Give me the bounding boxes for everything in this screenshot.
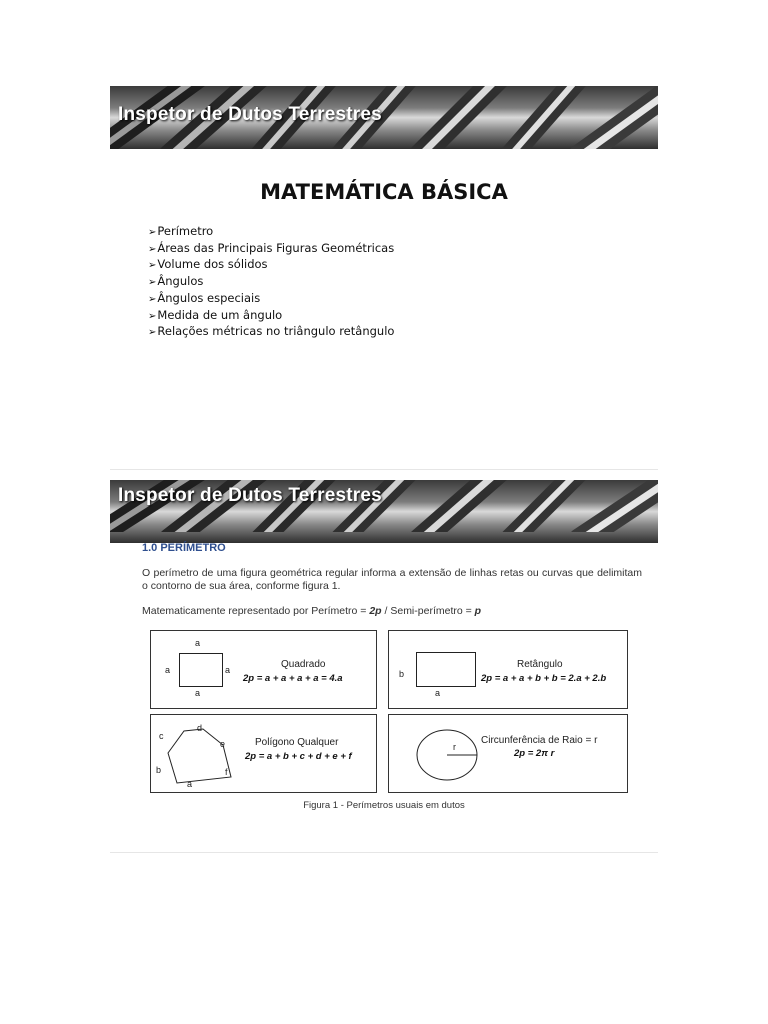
banner-image bbox=[110, 480, 658, 543]
slide-title: MATEMÁTICA BÁSICA bbox=[260, 180, 508, 204]
arrow-bullet-icon: ➢ bbox=[148, 310, 157, 322]
topic-item: ➢Ângulos bbox=[148, 274, 204, 289]
figure-name: Polígono Qualquer bbox=[255, 737, 339, 748]
side-label: a bbox=[435, 688, 441, 698]
rectangle-shape bbox=[416, 652, 476, 687]
square-figure bbox=[150, 630, 377, 709]
figure-formula: 2p = a + b + c + d + e + f bbox=[245, 751, 352, 762]
topic-item: ➢Perímetro bbox=[148, 224, 214, 238]
side-label: d bbox=[197, 723, 203, 733]
slide-1 bbox=[110, 86, 658, 466]
figure-formula: 2p = 2π r bbox=[514, 748, 555, 759]
topic-list bbox=[148, 224, 394, 341]
slide-2 bbox=[110, 480, 658, 850]
arrow-bullet-icon: ➢ bbox=[148, 243, 157, 255]
figure-caption: Figura 1 - Perímetros usuais em dutos bbox=[303, 800, 465, 811]
side-label: e bbox=[220, 739, 226, 749]
arrow-bullet-icon: ➢ bbox=[148, 277, 157, 289]
perimeter-definition: Matematicamente representado por Perímetro = 2p / Semi-perímetro = p bbox=[142, 605, 482, 617]
square-shape bbox=[179, 653, 223, 687]
banner-image bbox=[110, 86, 658, 149]
topic-item: ➢Ângulos especiais bbox=[148, 290, 261, 305]
figure-name: Retângulo bbox=[517, 659, 563, 670]
side-label: c bbox=[159, 731, 164, 741]
side-label: b bbox=[399, 669, 405, 679]
side-label: f bbox=[225, 767, 228, 777]
topic-item: ➢Medida de um ângulo bbox=[148, 307, 283, 322]
side-label: a bbox=[165, 665, 171, 675]
circle-shape bbox=[389, 715, 627, 792]
side-label: a bbox=[187, 779, 193, 789]
page-divider bbox=[110, 852, 658, 853]
figure-formula: 2p = a + a + b + b = 2.a + 2.b bbox=[481, 673, 607, 684]
page-divider bbox=[110, 469, 658, 470]
side-label: a bbox=[225, 665, 231, 675]
banner-title: Inspetor de Dutos Terrestres bbox=[118, 104, 382, 125]
side-label: b bbox=[156, 765, 162, 775]
arrow-bullet-icon: ➢ bbox=[148, 293, 157, 305]
topic-item: ➢Volume dos sólidos bbox=[148, 257, 268, 272]
arrow-bullet-icon: ➢ bbox=[148, 227, 157, 238]
figure-name: Circunferência de Raio = r bbox=[481, 735, 598, 746]
body-paragraph: O perímetro de uma figura geométrica regular informa a extensão de linhas retas ou curvas que delimitam o contorno de sua área, conforme figura 1. bbox=[142, 567, 642, 592]
polygon-figure bbox=[150, 714, 377, 793]
figure-name: Quadrado bbox=[281, 659, 326, 670]
radius-label: r bbox=[453, 742, 456, 752]
side-label: a bbox=[195, 688, 201, 698]
circle-figure bbox=[388, 714, 628, 793]
side-label: a bbox=[195, 638, 201, 648]
section-title: 1.0 PERÍMETRO bbox=[142, 542, 226, 554]
arrow-bullet-icon: ➢ bbox=[148, 327, 157, 339]
topic-item: ➢Relações métricas no triângulo retângulo bbox=[148, 324, 395, 339]
figure-formula: 2p = a + a + a + a = 4.a bbox=[243, 673, 343, 684]
banner-title: Inspetor de Dutos Terrestres bbox=[118, 485, 382, 506]
rectangle-figure bbox=[388, 630, 628, 709]
arrow-bullet-icon: ➢ bbox=[148, 260, 157, 272]
topic-item: ➢Áreas das Principais Figuras Geométricas bbox=[148, 240, 395, 255]
